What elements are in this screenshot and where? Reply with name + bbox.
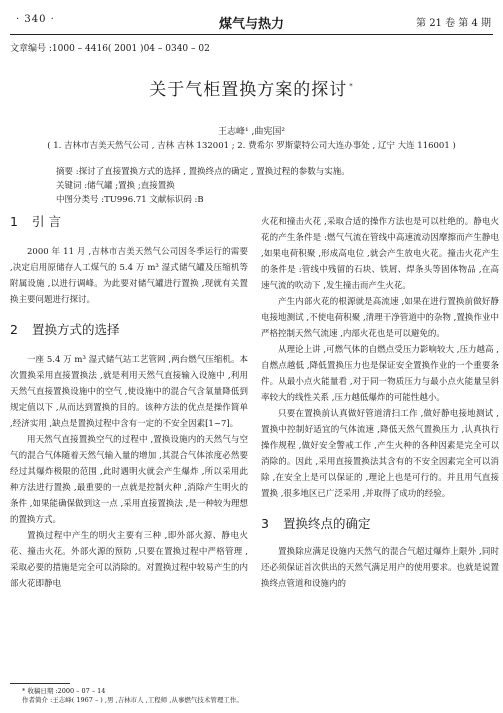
- footnote-rule: [10, 683, 70, 684]
- keywords: 关键词 :储气罐 ;置换 ;直接置换: [56, 181, 175, 191]
- section-1-number: 1: [10, 214, 18, 229]
- header-rule: [10, 34, 493, 35]
- article-title: [0, 75, 503, 100]
- running-header: [0, 14, 503, 32]
- footnote-received: * 收稿日期 :2000 – 07 – 14: [22, 687, 106, 695]
- paragraph: 一座 5.4 万 m³ 湿式储气站工艺管网 ,两台燃气压缩机。本次置换采用直接置换法 ,就是利用天然气直接输入设施中 ,利用天然气直接置换设施中的空气 ,使设施中的混合气含氧量降低到规定值以下 ,从而达到置换的目的。该种方法的优点是操作简单 ,经济实用 ,缺点是置换过程中含有一定的不安全因素[1~7]。: [10, 355, 248, 429]
- paragraph: 只要在置换前认真做好管道清扫工作 ,做好静电接地测试 ,置换中控制好适宜的气体流速 ,降低天然气置换压力 ,认真执行操作规程 ,做好安全警戒工作 ,产生火种的各种因素是完全可以消除的。因此 ,采用直接置换法其含有的不安全因素完全可以消除 ,在安全上是可以保证的 ,理论上也是可行的。并且用气直接置换 ,很多地区已广泛采用 ,并取得了成功的经验。: [261, 409, 499, 499]
- authors: 王志峰¹ ,曲宪国²: [218, 127, 285, 137]
- paragraph: 2000 年 11 月 ,吉林市吉美天然气公司因冬季运行的需要 ,决定启用原储存人工煤气的 5.4 万 m³ 湿式储气罐及压缩机等附属设施 ,以进行调峰。为此要对储气罐进行置换 ,现就有关置换主要问题进行探讨。: [10, 247, 248, 305]
- section-2-number: 2: [10, 322, 18, 337]
- paragraph: 置换过程中产生的明火主要有三种 ,即外部火源、静电火花、撞击火花。外部火源的预防 ,只要在置换过程中严格管理 ,采取必要的措施是完全可以消除的。对置换过程中较易产生的内部火花即静电: [10, 531, 249, 589]
- section-1-title: 引 言: [32, 214, 61, 229]
- section-3-title: 置换终点的确定: [283, 516, 371, 531]
- section-3-heading: [261, 516, 499, 532]
- classification: 中图分类号 :TU996.71 文献标识码 :B: [56, 195, 204, 205]
- left-column: [10, 214, 248, 592]
- title-footnote-mark: *: [349, 82, 354, 91]
- article-number: 文章编号 :1000 – 4416( 2001 )04 – 0340 – 02: [10, 44, 210, 54]
- section-2-title: 置换方式的选择: [32, 322, 120, 337]
- paragraph: 用天然气直接置换空气的过程中 ,置换设施内的天然气与空气的混合气体随着天然气输入量的增加 ,其混合气体浓度必然要经过其爆炸极限的范围 ,此时遇明火就会产生爆炸 ,所以采用此种方法进行置换 ,最重要的一点就是控制火种 ,消除产生明火的条件 ,如果能确保做到这一点 ,采用直接置换法 ,是一种较为理想的置换方式。: [10, 435, 248, 525]
- page-number: · 340 ·: [16, 14, 55, 25]
- journal-name: 煤气与热力: [218, 17, 284, 32]
- paragraph: 火花和撞击火花 ,采取合适的操作方法也是可以杜绝的。静电火花的产生条件是 :燃气气流在管线中高速流动因摩擦而产生静电 ,如果电荷积聚 ,形成高电位 ,就会产生放电火花。撞击火花产生的条件是 :管线中残留的石块、铁屑、焊条头等固体物品 ,在高速气流的吹动下 ,发生撞击而产生火花。: [261, 217, 499, 291]
- section-1-heading: [10, 214, 248, 230]
- title-text: 关于气柜置换方案的探讨: [149, 80, 348, 100]
- paragraph: 置换除应满足设施内天然气的混合气超过爆炸上限外 ,同时还必须保证首次供出的天然气满足用户的使用要求。也就是说置换终点管道和设施内的: [261, 547, 500, 589]
- footnote-author-bio: 作者简介 :王志峰( 1967 – ) ,男 ,吉林市人 ,工程师 ,从事燃气技术管理工作。: [22, 696, 243, 704]
- paragraph: 产生内部火花的根源就是高流速 ,如果在进行置换前做好静电接地测试 ,不使电荷积聚 ,清理干净管道中的杂物 ,置换作业中严格控制天然气流速 ,内部火花也是可以避免的。: [261, 297, 499, 339]
- right-column: [261, 214, 499, 592]
- abstract: 摘要 :探讨了直接置换方式的选择 , 置换终点的确定 , 置换过程的参数与实施。: [56, 167, 350, 177]
- volume-issue: 第 21 卷 第 4 期: [416, 18, 491, 29]
- section-2-heading: [10, 322, 248, 338]
- affiliations: ( 1. 吉林市吉美天然气公司 , 吉林 吉林 132001 ; 2. 费希尔 罗斯蒙特公司大连办事处 , 辽宁 大连 116001 ): [47, 141, 456, 151]
- section-3-number: 3: [261, 516, 269, 531]
- paragraph: 从理论上讲 ,可燃气体的自燃点受压力影响较大 ,压力越高 ,自燃点越低 ,降低置换压力也是保证安全置换作业的一个重要条件。从最小点火能量看 ,对于同一物质压力与最小点火能量呈斜率较大的线性关系 ,压力越低爆炸的可能性越小。: [261, 345, 499, 403]
